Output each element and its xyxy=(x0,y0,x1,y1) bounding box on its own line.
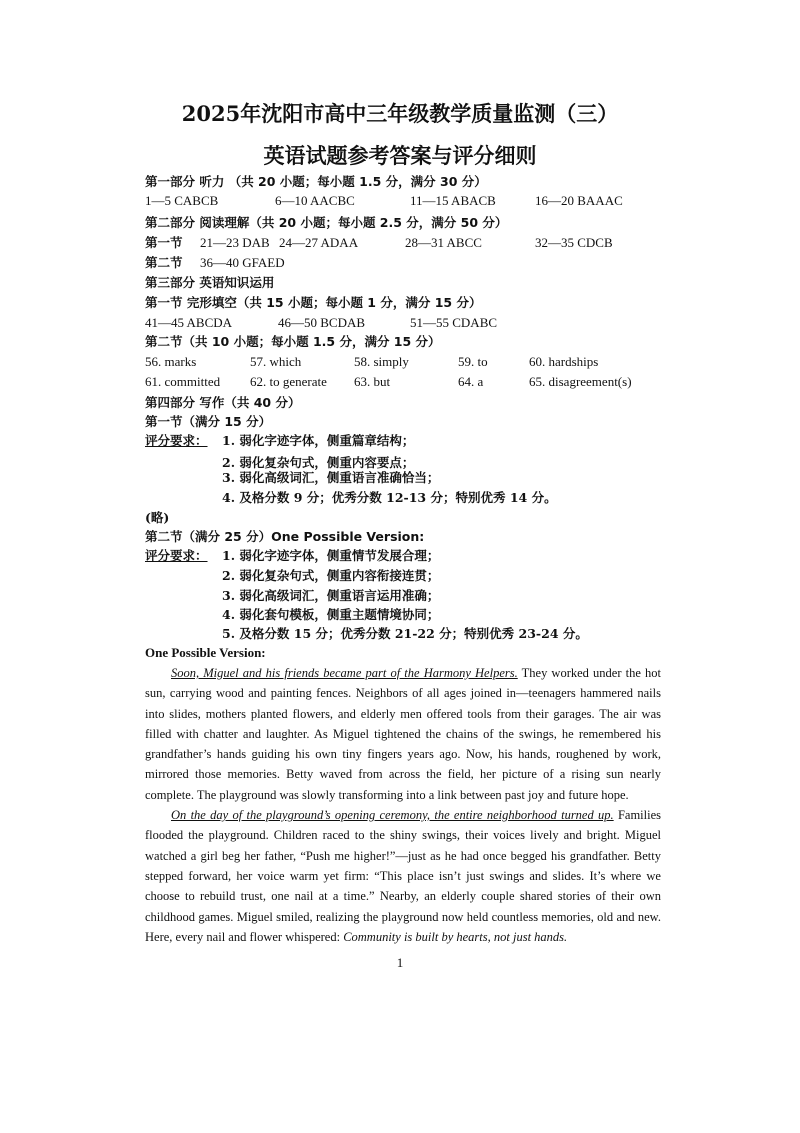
answer-group: 51—55 CDABC xyxy=(410,315,498,330)
criterion: 3. 弱化高级词汇，侧重语言准确恰当； xyxy=(222,470,440,485)
part3-heading: 第三部分 英语知识运用 xyxy=(145,275,275,290)
answer-item: 65. disagreement(s) xyxy=(529,374,632,389)
answer-item: 61. committed xyxy=(145,374,221,389)
part2-heading: 第二部分 阅读理解（共 20 小题；每小题 2.5 分，满分 50 分） xyxy=(145,215,508,230)
part2-sec2-row xyxy=(145,255,665,271)
answer-group: 24—27 ADAA xyxy=(279,235,359,250)
essay-paragraph-2 xyxy=(145,805,661,947)
answer-group: 6—10 AACBC xyxy=(275,193,355,208)
model-essay xyxy=(145,663,661,947)
closing-sentence: Community is built by hearts, not just hands. xyxy=(343,929,568,944)
answer-item: 63. but xyxy=(354,374,391,389)
paragraph-lead-sentence: On the day of the playground’s opening ceremony, the entire neighborhood turned up. xyxy=(171,808,614,823)
part4-heading: 第四部分 写作（共 40 分） xyxy=(145,395,301,410)
part4-sec1-heading: 第一节（满分 15 分） xyxy=(145,414,272,429)
part1-answer-row xyxy=(145,193,665,209)
omitted-note: (略) xyxy=(145,510,170,525)
criterion: 1. 弱化字迹字体，侧重篇章结构； xyxy=(222,433,415,448)
answer-item: 57. which xyxy=(250,354,302,369)
part3-sec1-heading: 第一节 完形填空（共 15 小题；每小题 1 分，满分 15 分） xyxy=(145,295,482,310)
answer-group: 1—5 CABCB xyxy=(145,193,219,208)
criteria-label: 评分要求： xyxy=(145,548,208,563)
answer-group: 21—23 DAB xyxy=(200,235,270,250)
essay-paragraph-1 xyxy=(145,663,661,805)
paragraph-body: They worked under the hot sun, carrying wood and painting fences. Neighbors of all ages joined in—teenagers hammered nails into slides, mothers planted flowers, and elderly men offered tools from their garages. The air was filled with chatter and laughter. As Miguel tightened the chains of the swings, he remembered his grandfather’s hands guiding his own tiny fingers years ago. Now, his hands, roughened by work, mirrored those memories. Betty waved from across the field, her picture of a rising sun nearly complete. The playground was slowly transforming into a link between past joy and future hope. xyxy=(145,666,661,802)
section-label: 第一节 xyxy=(145,236,183,250)
criterion: 1. 弱化字迹字体，侧重情节发展合理； xyxy=(222,548,440,563)
answer-item: 58. simply xyxy=(354,354,409,369)
page-number: 1 xyxy=(396,955,404,970)
answer-group: 41—45 ABCDA xyxy=(145,315,233,330)
part1-heading: 第一部分 听力 （共 20 小题；每小题 1.5 分，满分 30 分） xyxy=(145,174,487,189)
section-label: 第二节 xyxy=(145,256,183,270)
answer-group: 11—15 ABACB xyxy=(410,193,496,208)
answer-group: 28—31 ABCC xyxy=(405,235,482,250)
criterion: 4. 弱化套句模板，侧重主题情境协同； xyxy=(222,607,440,622)
part3-sec2-heading: 第二节（共 10 小题；每小题 1.5 分，满分 15 分） xyxy=(145,334,441,349)
criterion: 4. 及格分数 9 分；优秀分数 12-13 分；特别优秀 14 分。 xyxy=(222,490,557,505)
answer-item: 56. marks xyxy=(145,354,197,369)
part3-sec2-row2 xyxy=(145,374,665,390)
answer-item: 59. to xyxy=(458,354,488,369)
criterion: 2. 弱化复杂句式，侧重内容衔接连贯； xyxy=(222,568,440,583)
version-label: One Possible Version: xyxy=(145,645,266,660)
answer-item: 60. hardships xyxy=(529,354,599,369)
answer-item: 62. to generate xyxy=(250,374,327,389)
answer-group: 46—50 BCDAB xyxy=(278,315,366,330)
part3-sec1-row xyxy=(145,315,665,331)
criterion: 5. 及格分数 15 分；优秀分数 21-22 分；特别优秀 23-24 分。 xyxy=(222,626,588,641)
paragraph-lead-sentence: Soon, Miguel and his friends became part of the Harmony Helpers. xyxy=(171,666,518,680)
criterion: 2. 弱化复杂句式，侧重内容要点； xyxy=(222,455,415,470)
answer-item: 64. a xyxy=(458,374,484,389)
part3-sec2-row1 xyxy=(145,354,665,370)
answer-group: 16—20 BAAAC xyxy=(535,193,623,208)
answer-group: 32—35 CDCB xyxy=(535,235,613,250)
criteria-label: 评分要求： xyxy=(145,433,208,448)
document-title: 2025年沈阳市高中三年级教学质量监测（三） xyxy=(181,101,619,126)
part4-sec2-heading: 第二节（满分 25 分）One Possible Version: xyxy=(145,529,425,544)
document-subtitle: 英语试题参考答案与评分细则 xyxy=(263,143,537,168)
part2-sec1-row xyxy=(145,235,665,251)
criterion: 3. 弱化高级词汇，侧重语言运用准确； xyxy=(222,588,440,603)
answer-group: 36—40 GFAED xyxy=(200,255,285,270)
paragraph-body: Families flooded the playground. Children raced to the shiny swings, their voices lively and bright. Miguel watched a girl beg her father, “Push me higher!”—just as he had once begged his grandfather. Betty stepped forward, her voice warm yet firm: “This place isn’t just swings and slides. It’s where we choose to rebuild trust, one nail at a time.” Nearby, an elderly couple shared stories of their own childhood games. Miguel smiled, realizing the playground now held countless memories, old and new. Here, every nail and flower whispered: xyxy=(145,808,662,944)
